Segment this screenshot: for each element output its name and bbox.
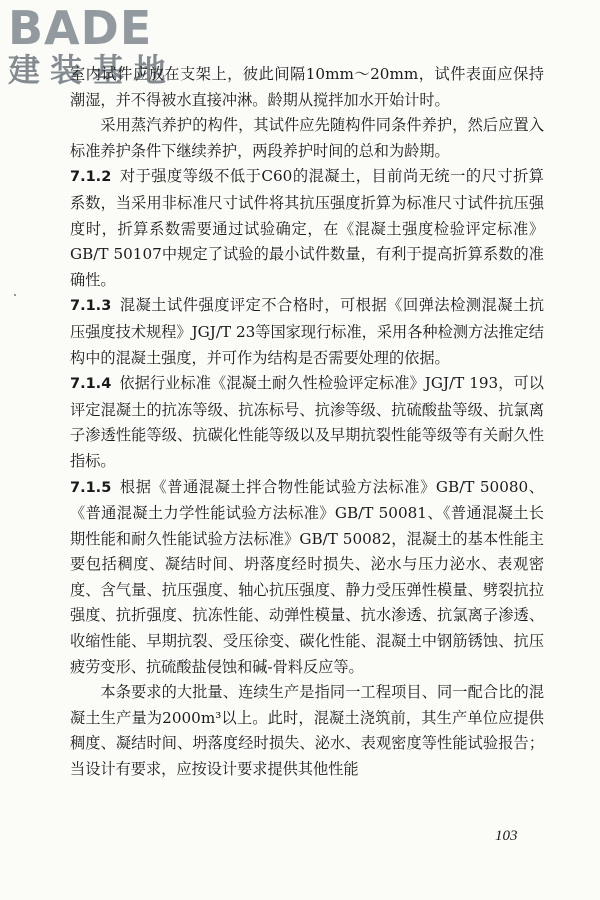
- section-number: 7.1.2: [70, 169, 112, 186]
- section-7-1-3: [70, 293, 544, 371]
- section-7-1-2: [70, 164, 544, 293]
- logo-wordmark: BADE: [8, 1, 153, 55]
- section-number: 7.1.4: [70, 376, 112, 393]
- section-7-1-4: [70, 371, 544, 474]
- section-text: 对于强度等级不低于C60的混凝土，目前尚无统一的尺寸折算系数，当采用非标准尺寸试件将其抗压强度折算为标准尺寸试件抗压强度时，折算系数需要通过试验确定，在《混凝土强度检验评定标准》GB/T 50107中规定了试验的最小试件数量，有利于提高折算系数的准确性。: [70, 167, 544, 289]
- logo-subtitle: 建装基地: [8, 51, 177, 89]
- section-7-1-5: [70, 475, 544, 681]
- body-text: [70, 62, 544, 783]
- section-text: 依据行业标准《混凝土耐久性检验评定标准》JGJ/T 193，可以评定混凝土的抗冻等级、抗冻标号、抗渗等级、抗硫酸盐等级、抗氯离子渗透性能等级、抗碳化性能等级以及早期抗裂性能等级等有关耐久性指标。: [70, 374, 544, 470]
- margin-dot: [14, 294, 16, 296]
- section-text: 根据《普通混凝土拌合物性能试验方法标准》GB/T 50080、《普通混凝土力学性能试验方法标准》GB/T 50081、《普通混凝土长期性能和耐久性能试验方法标准》GB/T 50082，混凝土的基本性能主要包括稠度、凝结时间、坍落度经时损失、泌水与压力泌水、表观密度、含气量、抗压强度、轴心抗压强度、静力受压弹性模量、劈裂抗拉强度、抗折强度、抗冻性能、动弹性模量、抗水渗透、抗氯离子渗透、收缩性能、早期抗裂、受压徐变、碳化性能、混凝土中钢筋锈蚀、抗压疲劳变形、抗硫酸盐侵蚀和碱-骨料反应等。: [70, 477, 544, 676]
- page-number: 103: [495, 828, 518, 844]
- section-text: 混凝土试件强度评定不合格时，可根据《回弹法检测混凝土抗压强度技术规程》JGJ/T 23等国家现行标准，采用各种检测方法推定结构中的混凝土强度，并可作为结构是否需要处理的依据。: [70, 296, 544, 367]
- paragraph-steam-curing: 采用蒸汽养护的构件，其试件应先随构件同条件养护，然后应置入标准养护条件下继续养护，两段养护时间的总和为龄期。: [70, 116, 544, 160]
- paragraph-curing-conditions: 室内试件应放在支架上，彼此间隔10mm～20mm，试件表面应保持潮湿，并不得被水直接冲淋。龄期从搅拌加水开始计时。: [70, 65, 544, 109]
- paragraph-mass-production: 本条要求的大批量、连续生产是指同一工程项目、同一配合比的混凝土生产量为2000m³以上。此时，混凝土浇筑前，其生产单位应提供稠度、凝结时间、坍落度经时损失、泌水、表观密度等性能试验报告；当设计有要求，应按设计要求提供其他性能: [70, 683, 544, 779]
- section-number: 7.1.5: [70, 479, 112, 496]
- section-number: 7.1.3: [70, 298, 112, 315]
